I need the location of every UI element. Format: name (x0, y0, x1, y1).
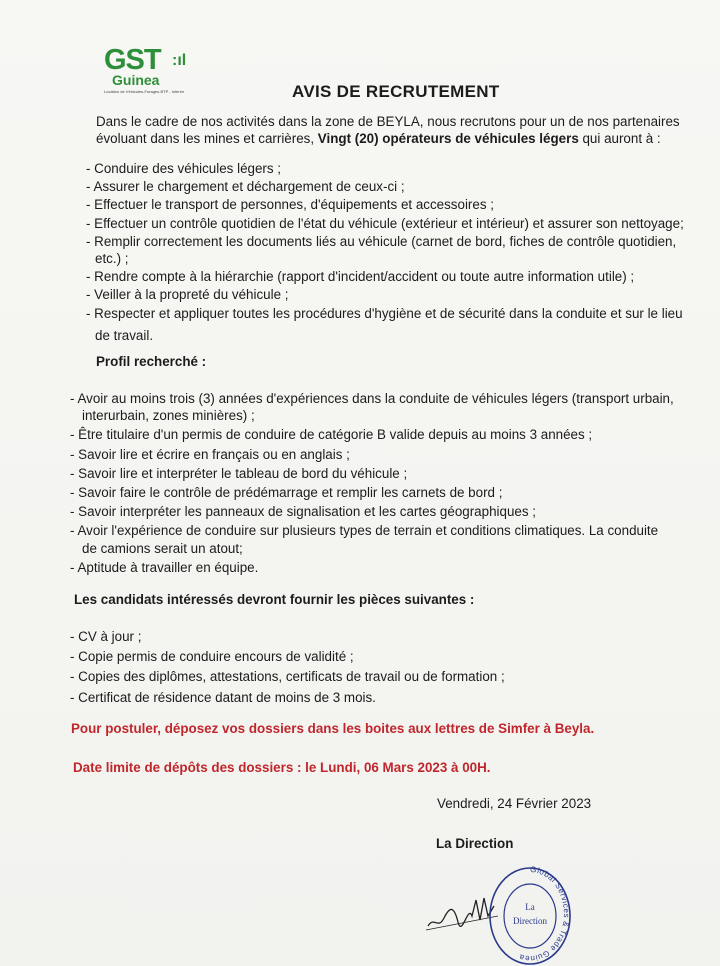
intro-paragraph (96, 113, 686, 147)
deadline-note: Date limite de dépôts des dossiers : le Lundi, 06 Mars 2023 à 00H. (73, 760, 491, 775)
list-item-text: - Respecter et appliquer toutes les procédures d'hygiène et de sécurité dans la conduite et sur le lieu (86, 305, 683, 321)
apply-note: Pour postuler, déposez vos dossiers dans les boites aux lettres de Simfer à Beyla. (71, 721, 595, 736)
logo-mark-icon: :ıl (172, 52, 187, 69)
list-item (70, 648, 690, 665)
duties-list (86, 160, 692, 345)
list-item (70, 446, 702, 463)
list-item-text: - Savoir interpréter les panneaux de signalisation et les cartes géographiques ; (70, 504, 536, 520)
list-item-text: - Savoir lire et interpréter le tableau de bord du véhicule ; (70, 465, 408, 481)
list-item (86, 196, 692, 213)
intro-line-1: Dans le cadre de nos activités dans la zone de BEYLA, nous recrutons pour un de nos partenaires (96, 114, 680, 129)
signatory: La Direction (436, 836, 514, 851)
page-title: AVIS DE RECRUTEMENT (292, 82, 500, 101)
intro-line-2 (96, 130, 686, 147)
profile-list (70, 390, 702, 578)
list-item (70, 628, 690, 645)
list-item-text: - Être titulaire d'un permis de conduire de catégorie B valide depuis au moins 3 années ; (70, 427, 593, 443)
list-item-text: - Copies des diplômes, attestations, certificats de travail ou de formation ; (70, 669, 505, 685)
stamp-center-line-2: Direction (513, 916, 547, 926)
logo-main-text: GST (104, 44, 161, 76)
list-item-text: - Avoir l'expérience de conduire sur plusieurs types de terrain et conditions climatiques. La conduite (70, 523, 659, 539)
list-item (70, 465, 702, 482)
list-item (70, 559, 702, 576)
stamp-center-line-1: La (525, 902, 535, 912)
logo-tagline: Location de Véhicules-Forages-BTP - Intérim (104, 89, 184, 94)
list-item-text: - Certificat de résidence datant de moins de 3 mois. (70, 689, 376, 705)
list-item-text: - Avoir au moins trois (3) années d'expériences dans la conduite de véhicules légers (transport urbain, (70, 391, 674, 406)
intro-line-2-start: évoluant dans les mines et carrières, (96, 131, 318, 146)
list-item-text: - Savoir faire le contrôle de prédémarrage et remplir les carnets de bord ; (70, 485, 503, 501)
list-item-continuation: de camions serait un atout; (82, 540, 243, 556)
list-item-text: - Veiller à la propreté du véhicule ; (86, 287, 289, 303)
list-item (70, 503, 702, 520)
documents-heading: Les candidats intéressés devront fournir les pièces suivantes : (74, 592, 475, 607)
intro-line-2-bold: Vingt (20) opérateurs de véhicules légers (317, 131, 579, 146)
list-item (70, 522, 702, 556)
list-item-text: - Assurer le chargement et déchargement de ceux-ci ; (86, 179, 405, 195)
profile-heading: Profil recherché : (96, 354, 207, 369)
svg-text:Global Services & Trade Guinea (518, 865, 571, 963)
documents-list (70, 628, 690, 709)
company-logo (104, 46, 224, 96)
list-item-text: - Conduire des véhicules légers ; (86, 161, 282, 176)
list-item-continuation: de travail. (95, 327, 154, 343)
list-item-continuation: interurbain, zones minières) ; (82, 408, 255, 424)
list-item (70, 390, 702, 424)
list-item-text: - Effectuer un contrôle quotidien de l'état du véhicule (extérieur et intérieur) et assurer son nettoyage; (86, 215, 684, 231)
list-item (86, 305, 692, 344)
list-item-text: - CV à jour ; (70, 629, 142, 644)
list-item (86, 268, 692, 285)
official-stamp (486, 858, 574, 966)
list-item (70, 484, 702, 501)
list-item-text: - Aptitude à travailler en équipe. (70, 559, 259, 575)
list-item (70, 668, 690, 685)
document-date: Vendredi, 24 Février 2023 (437, 796, 592, 811)
stamp-ring-text: Global Services & Trade Guinea (518, 864, 571, 964)
list-item-text: - Savoir lire et écrire en français ou en anglais ; (70, 446, 350, 462)
list-item (86, 215, 692, 232)
logo-sub-text: Guinea (112, 72, 160, 88)
list-item (70, 689, 690, 706)
list-item (70, 426, 702, 443)
list-item (86, 160, 692, 177)
list-item (86, 286, 692, 303)
list-item (86, 178, 692, 195)
list-item (86, 233, 692, 267)
intro-line-2-end: qui auront à : (578, 131, 661, 146)
list-item-text: - Copie permis de conduire encours de validité ; (70, 649, 354, 665)
list-item-text: - Effectuer le transport de personnes, d'équipements et accessoires ; (86, 197, 494, 213)
list-item-text: - Rendre compte à la hiérarchie (rapport d'incident/accident ou toute autre information utile) ; (86, 269, 635, 285)
list-item-continuation: etc.) ; (95, 251, 129, 267)
list-item-text: - Remplir correctement les documents liés au véhicule (carnet de bord, fiches de contrôle quotidien, (86, 233, 677, 249)
